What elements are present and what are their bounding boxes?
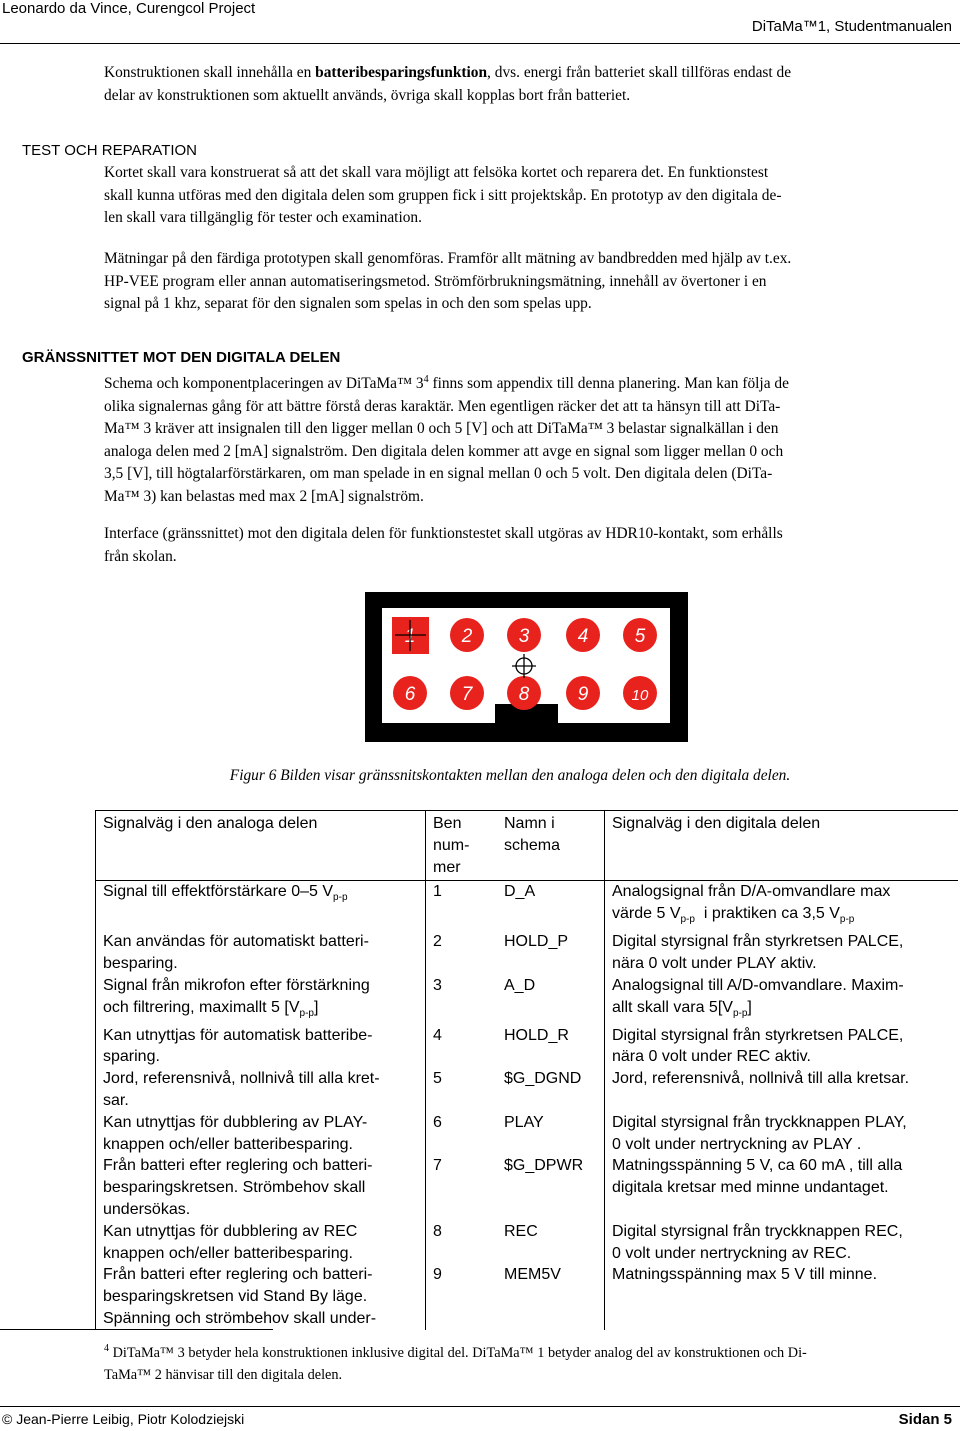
cell-name: HOLD_R	[497, 1025, 605, 1069]
figure-caption: Figur 6 Bilden visar gränssnitskontakten mellan den analoga delen och den digitala delen.	[229, 767, 791, 784]
cell-text: undersökas.	[103, 1200, 191, 1218]
footnote-text: TaMa™ 2 hänvisar till den digitala delen.	[104, 1366, 343, 1383]
table-row	[96, 1264, 959, 1329]
connector-pin-10	[623, 676, 657, 710]
pin-label: 2	[461, 626, 473, 647]
para1-bold-term: batteribesparingsfunktion	[315, 64, 488, 81]
interface-line: Interface (gränssnittet) mot den digitala delen för funktionstestet skall utgöras av HDR10-kontakt, som erhålls	[104, 525, 783, 542]
interface-line1-pre: Schema och komponentplaceringen av DiTaMa™ 3	[104, 375, 424, 393]
cell-text: nära 0 volt under PLAY aktiv.	[612, 954, 817, 972]
cell-name: PLAY	[497, 1112, 605, 1156]
cell-text: Analogsignal till A/D-omvandlare. Maxim-	[612, 976, 904, 994]
cell-text: Matningsspänning max 5 V till minne.	[612, 1266, 878, 1284]
cell-digital	[605, 1068, 959, 1112]
pin-label: 1	[404, 626, 416, 647]
header-project-title: Leonardo da Vince, Curengcol Project	[2, 0, 256, 17]
pin-label: 3	[518, 626, 530, 647]
cell-pin: 3	[433, 976, 442, 994]
connector-pin-6	[393, 676, 427, 710]
connector-pin-2	[450, 618, 484, 652]
header-document-title: DiTaMa™1, Studentmanualen	[751, 18, 952, 35]
cell-text: allt skall vara 5[V	[612, 998, 733, 1016]
test-line: signal på 1 khz, separat för den signalen som spelas in och den som spelas upp.	[104, 295, 592, 312]
cell-text: besparingskretsen. Strömbehov skall	[103, 1179, 366, 1197]
cell-analog	[96, 1221, 426, 1265]
cell-pin: 8	[433, 1222, 442, 1240]
cell-pin: 4	[433, 1026, 442, 1044]
table-row	[96, 1025, 959, 1069]
cell-pin: 9	[433, 1266, 442, 1284]
footer-authors: © Jean-Pierre Leibig, Piotr Kolodziejski	[2, 1411, 245, 1427]
pin-label: 6	[404, 684, 416, 705]
pin-label: 4	[577, 626, 589, 647]
cell-text: sparing.	[103, 1048, 160, 1066]
cell-text: Digital styrsignal från styrkretsen PALCE,	[612, 933, 904, 951]
header-pin-label: num-	[433, 836, 470, 854]
cell-analog	[96, 1264, 426, 1329]
header-analog	[96, 811, 426, 881]
footnote-divider	[0, 1329, 273, 1330]
cell-text: nära 0 volt under REC aktiv.	[612, 1048, 811, 1066]
cell-text: besparing.	[103, 954, 178, 972]
table-row	[96, 1155, 959, 1220]
cell-text: knappen och/eller batteribesparing.	[103, 1135, 353, 1153]
header-name-label: Namn i	[504, 815, 555, 832]
cell-text: Analogsignal från D/A-omvandlare max	[612, 883, 891, 901]
cell-subscript: p-p	[333, 892, 348, 904]
test-line: HP-VEE program eller annan automatiseringsmetod. Strömförbrukningsmätning, innehåll av övertoner i en	[104, 272, 767, 290]
page-number: Sidan 5	[898, 1411, 952, 1428]
cell-digital	[605, 881, 959, 931]
cell-analog	[96, 931, 426, 975]
cell-text: Kan utnyttjas för automatisk batteribe-	[103, 1026, 373, 1044]
cell-text: och filtrering, maximallt 5 [V	[103, 998, 300, 1016]
connector-pin-7	[450, 676, 484, 710]
cell-name: HOLD_P	[497, 931, 605, 975]
interface-paragraph-1	[104, 369, 952, 508]
cell-text: ]	[313, 998, 319, 1016]
table-row	[96, 881, 959, 931]
cell-digital	[605, 975, 959, 1025]
cell-text: besparingskretsen vid Stand By läge.	[103, 1288, 368, 1306]
pin-label: 10	[631, 687, 649, 704]
header-digital	[605, 811, 959, 881]
table-row	[96, 975, 959, 1025]
table-row	[96, 1112, 959, 1156]
cell-text: ]	[747, 998, 752, 1016]
cell-text: Digital styrsignal från tryckknappen REC,	[612, 1222, 903, 1240]
footer-divider	[0, 1406, 960, 1407]
table-row	[96, 1068, 959, 1112]
cell-text: knappen och/eller batteribesparing.	[103, 1244, 353, 1262]
interface-line: Ma™ 3) kan belastas med max 2 [mA] signalström.	[104, 487, 424, 505]
cell-name: $G_DPWR	[497, 1155, 605, 1220]
header-analog-label: Signalväg i den analoga delen	[103, 815, 318, 832]
cell-digital	[605, 1221, 959, 1265]
footnote-number: 4	[104, 1343, 109, 1354]
interface-line1-post: finns som appendix till denna planering. Man kan följa de	[428, 375, 789, 393]
header-pin-label: mer	[433, 858, 461, 876]
connector-pin-8	[507, 676, 541, 710]
cell-digital	[605, 1025, 959, 1069]
cell-pin: 7	[433, 1157, 442, 1175]
connector-pin-9	[566, 676, 600, 710]
cell-text: 0 volt under nertryckning av PLAY .	[612, 1135, 862, 1153]
cell-pin: 6	[433, 1113, 442, 1131]
interface-line: analoga delen med 2 [mA] signalström. Den digitala delen kommer att avge en signal som ligger mellan 0 och	[104, 442, 784, 460]
cell-text: Jord, referensnivå, nollnivå till alla kret-	[103, 1070, 380, 1088]
cell-text: värde 5 V	[612, 905, 681, 923]
table-row	[96, 1221, 959, 1265]
test-paragraph-2	[104, 248, 952, 316]
header-pin-label: Ben	[433, 815, 462, 832]
cell-subscript: p-p	[839, 914, 855, 926]
cell-analog	[96, 881, 426, 931]
cell-text: Matningsspänning 5 V, ca 60 mA , till alla	[612, 1157, 903, 1175]
signal-table	[95, 810, 958, 1330]
para1-text-pre: Konstruktionen skall innehålla en	[104, 64, 316, 81]
cell-text: Jord, referensnivå, nollnivå till alla kretsar.	[612, 1070, 910, 1088]
para1-text-post: , dvs. energi från batteriet skall tillföras endast de	[487, 64, 792, 81]
table-row	[96, 931, 959, 975]
cell-digital	[605, 1264, 959, 1329]
cell-text: Spänning och strömbehov skall under-	[103, 1309, 377, 1327]
cell-pin: 2	[433, 933, 442, 951]
cell-text: i praktiken ca 3,5 V	[694, 905, 840, 923]
cell-text: Signal från mikrofon efter förstärkning	[103, 976, 370, 994]
connector-pin-4	[566, 618, 600, 652]
hdr10-connector-diagram	[365, 592, 688, 742]
interface-line: 3,5 [V], till högtalarförstärkaren, om man spelade in en signal mellan 0 och 5 volt. Den digitala delen (DiTa-	[104, 465, 773, 483]
cell-name: $G_DGND	[497, 1068, 605, 1112]
footnote	[104, 1338, 954, 1386]
cell-analog	[96, 1025, 426, 1069]
cell-text: Kan användas för automatiskt batteri-	[103, 933, 369, 951]
cell-name: MEM5V	[497, 1264, 605, 1329]
cell-text: Kan utnyttjas för dubblering av PLAY-	[103, 1113, 368, 1131]
cell-analog	[96, 1068, 426, 1112]
cell-text: Signal till effektförstärkare 0–5 V	[103, 883, 334, 901]
test-line: Mätningar på den färdiga prototypen skall genomföras. Framför allt mätning av bandbredden med hjälp av t.ex.	[104, 250, 792, 267]
test-line: len skall vara tillgänglig för tester och examination.	[104, 209, 422, 226]
footnote-reference: 4	[423, 374, 429, 385]
header-name-label: schema	[504, 836, 561, 854]
cell-subscript: p-p	[680, 914, 695, 926]
cell-text: Digital styrsignal från styrkretsen PALCE,	[612, 1026, 904, 1044]
connector-pin-3	[507, 618, 541, 652]
cell-text: Digital styrsignal från tryckknappen PLAY,	[612, 1113, 907, 1131]
cell-digital	[605, 931, 959, 975]
cell-digital	[605, 1155, 959, 1220]
test-line: skall kunna utföras med den digitala delen som gruppen fick i sitt projektskåp. En prototyp av den digitala de-	[104, 186, 782, 204]
connector-pin-5	[623, 618, 657, 652]
cell-text: Från batteri efter reglering och batteri-	[103, 1157, 373, 1175]
cell-text: digitala kretsar med minne undantaget.	[612, 1179, 889, 1197]
cell-subscript: p-p	[299, 1007, 314, 1019]
battery-saving-paragraph	[104, 62, 952, 107]
cell-name: D_A	[497, 881, 605, 931]
pin-label: 9	[577, 684, 589, 705]
footnote-text: DiTaMa™ 3 betyder hela konstruktionen inklusive digital del. DiTaMa™ 1 betyder analog del av konstruktionen och Di-	[109, 1344, 807, 1361]
cell-digital	[605, 1112, 959, 1156]
cell-subscript: p-p	[732, 1007, 748, 1019]
cell-analog	[96, 975, 426, 1025]
interface-paragraph-2	[104, 523, 952, 568]
test-paragraph-1	[104, 162, 952, 230]
interface-line: Ma™ 3 kräver att insignalen till den ligger mellan 0 och 5 [V] och att DiTaMa™ 3 belastar signalkällan i den	[104, 420, 779, 438]
header-name	[497, 811, 605, 881]
cell-text: 0 volt under nertryckning av REC.	[612, 1244, 852, 1262]
cell-pin: 1	[433, 883, 442, 901]
cell-text: sar.	[103, 1091, 129, 1109]
pin-label: 8	[518, 684, 530, 705]
header-digital-label: Signalväg i den digitala delen	[612, 815, 821, 832]
interface-line: olika signalernas gång för att bättre förstå deras karaktär. Men egentligen räcker det att ta hänsyn till att DiTa-	[104, 397, 781, 415]
cell-text: Kan utnyttjas för dubblering av REC	[103, 1222, 358, 1240]
pin-label: 5	[634, 626, 646, 647]
header-divider	[0, 43, 960, 44]
cell-text: Från batteri efter reglering och batteri-	[103, 1266, 373, 1284]
table-header-row	[96, 811, 959, 881]
cell-analog	[96, 1112, 426, 1156]
cell-analog	[96, 1155, 426, 1220]
test-line: Kortet skall vara konstruerat så att det skall vara möjligt att felsöka kortet och reparera det. En funktionstest	[104, 164, 769, 181]
pin-label: 7	[461, 684, 473, 705]
test-section-heading: TEST OCH REPARATION	[22, 142, 198, 159]
para1-line2: delar av konstruktionen som aktuellt används, övriga skall kopplas bort från batteriet.	[104, 86, 631, 104]
cell-name: A_D	[497, 975, 605, 1025]
cell-pin: 5	[433, 1070, 442, 1088]
cell-name: REC	[497, 1221, 605, 1265]
interface-line: från skolan.	[104, 547, 177, 565]
interface-section-heading: GRÄNSSNITTET MOT DEN DIGITALA DELEN	[22, 349, 341, 366]
header-pin	[426, 811, 498, 881]
